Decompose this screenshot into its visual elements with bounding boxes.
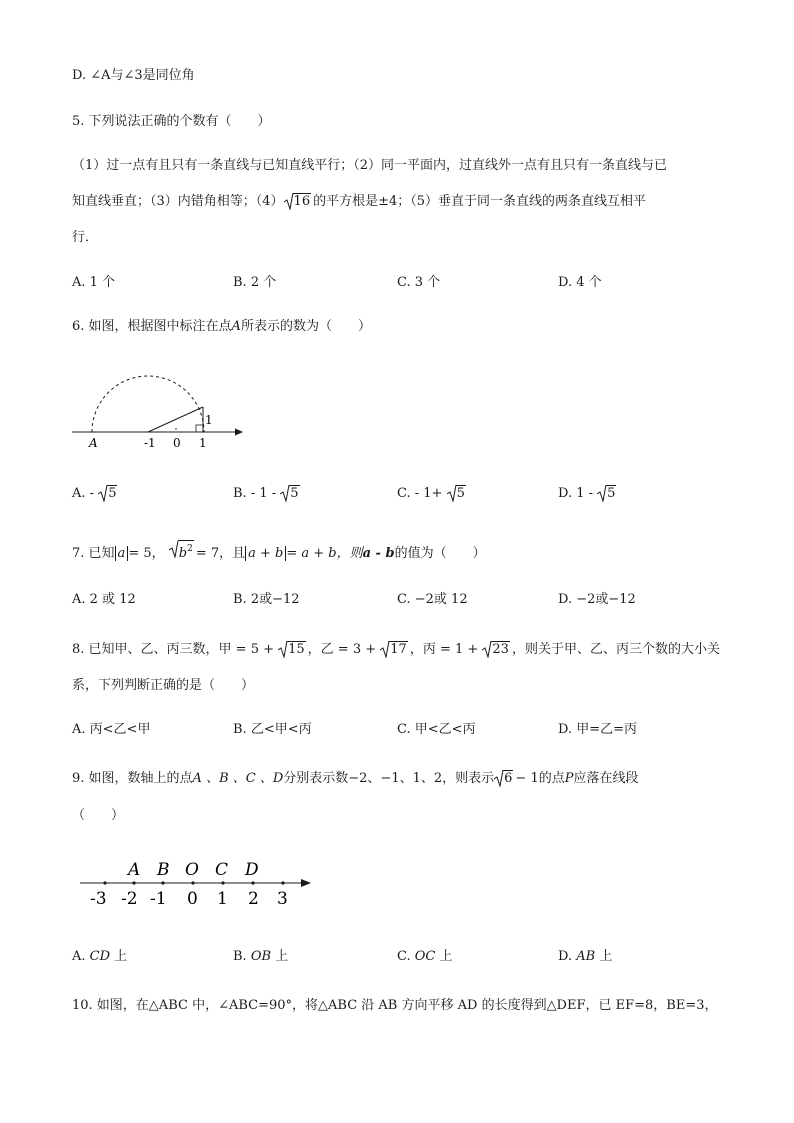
num-1: 1 (217, 889, 228, 909)
q8-option-c: C. 甲<乙<丙 (397, 722, 476, 737)
q9-number-line-figure (75, 852, 320, 912)
label-b: B (157, 860, 170, 880)
sqrt-16: 16 (284, 192, 312, 212)
q5-option-a: A. 1 个 (72, 275, 116, 290)
tick-label-neg1: -1 (144, 436, 156, 450)
q7-stem: 7. 已知 a = 5， $b^2 = 7$，且 a + b = a + b，则a - b的值为（ ） (72, 540, 486, 564)
number-line-arrow (235, 429, 243, 436)
q6-option-d: D. 1 - 5 (558, 486, 616, 501)
q10-stem: 10. 如图，在△ABC 中，∠ABC=90°，将△ABC 沿 AB 方向平移 AD 的长度得到△DEF，已 EF=8，BE=3， (72, 998, 718, 1013)
q9-option-d: D. AB 上 (558, 949, 613, 964)
q5-line-1: （1）过一点有且只有一条直线与已知直线平行；（2）同一平面内，过直线外一点有且只有一条直线与已 (72, 158, 668, 173)
q8-option-d: D. 甲=乙=丙 (558, 722, 638, 737)
q7-option-d: D. −2或−12 (558, 592, 636, 607)
q5-line-2a: 知直线垂直；（3）内错角相等；（4） (72, 194, 284, 209)
number-line-arrow (301, 879, 311, 887)
q6-option-a: A. - 5 (72, 486, 117, 501)
hypotenuse (148, 407, 203, 432)
q6-option-c: C. - 1+ 5 (397, 486, 465, 501)
label-c: C (215, 860, 229, 880)
point-a-label: A (89, 436, 98, 450)
q8-line-2: 系，下列判断正确的是（ ） (72, 678, 255, 693)
q9-option-b: B. OB 上 (233, 949, 289, 964)
num-2: 2 (248, 889, 259, 909)
q8-stem: 8. 已知甲、乙、丙三数，甲 = 5 + 15 ，乙 = 3 + 17 ，丙 = 1 + 23 ，则关于甲、乙、丙三个数的大小关 (72, 642, 720, 657)
tick-label-1: 1 (199, 436, 207, 450)
q7-option-b: B. 2或−12 (233, 592, 300, 607)
num-3: 3 (277, 889, 288, 909)
tick-label-0: 0 (173, 436, 181, 450)
q5-option-d: D. 4 个 (558, 275, 602, 290)
q7-option-c: C. −2或 12 (397, 592, 468, 607)
q6-option-b: B. - 1 - 5 (233, 486, 299, 501)
q5-option-c: C. 3 个 (397, 275, 441, 290)
origin-tick (175, 428, 177, 430)
q8-option-a: A. 丙<乙<甲 (72, 722, 151, 737)
q6-figure (60, 355, 260, 455)
q9-line-2: （ ） (72, 808, 125, 823)
q5-stem: 5. 下列说法正确的个数有（ ） (72, 114, 271, 129)
q9-option-c: C. OC 上 (397, 949, 453, 964)
q9-stem: 9. 如图，数轴上的点A 、B 、C 、D分别表示数−2、−1、1、2，则表示 6 − 1的点P应落在线段 (72, 771, 639, 786)
right-angle-mark (196, 425, 203, 432)
label-d: D (245, 860, 259, 880)
label-o: O (185, 860, 199, 880)
q5-line-2 (72, 192, 646, 212)
q8-option-b: B. 乙<甲<丙 (233, 722, 312, 737)
q6-stem: 6. 如图，根据图中标注在点A所表示的数为（ ） (72, 319, 371, 334)
dashed-arc (92, 376, 204, 432)
label-a: A (128, 860, 141, 880)
q5-line-2b: 的平方根是±4；（5）垂直于同一条直线的两条直线互相平 (313, 194, 647, 209)
num-neg1: -1 (150, 889, 167, 909)
num-0: 0 (187, 889, 198, 909)
q5-option-b: B. 2 个 (233, 275, 277, 290)
q5-line-3: 行． (72, 230, 99, 245)
q4-option-d: D. ∠A与∠3是同位角 (72, 68, 195, 83)
q9-option-a: A. CD 上 (72, 949, 128, 964)
num-neg3: -3 (90, 889, 107, 909)
q7-option-a: A. 2 或 12 (72, 592, 136, 607)
side-label-1: 1 (205, 413, 213, 427)
num-neg2: -2 (121, 889, 138, 909)
